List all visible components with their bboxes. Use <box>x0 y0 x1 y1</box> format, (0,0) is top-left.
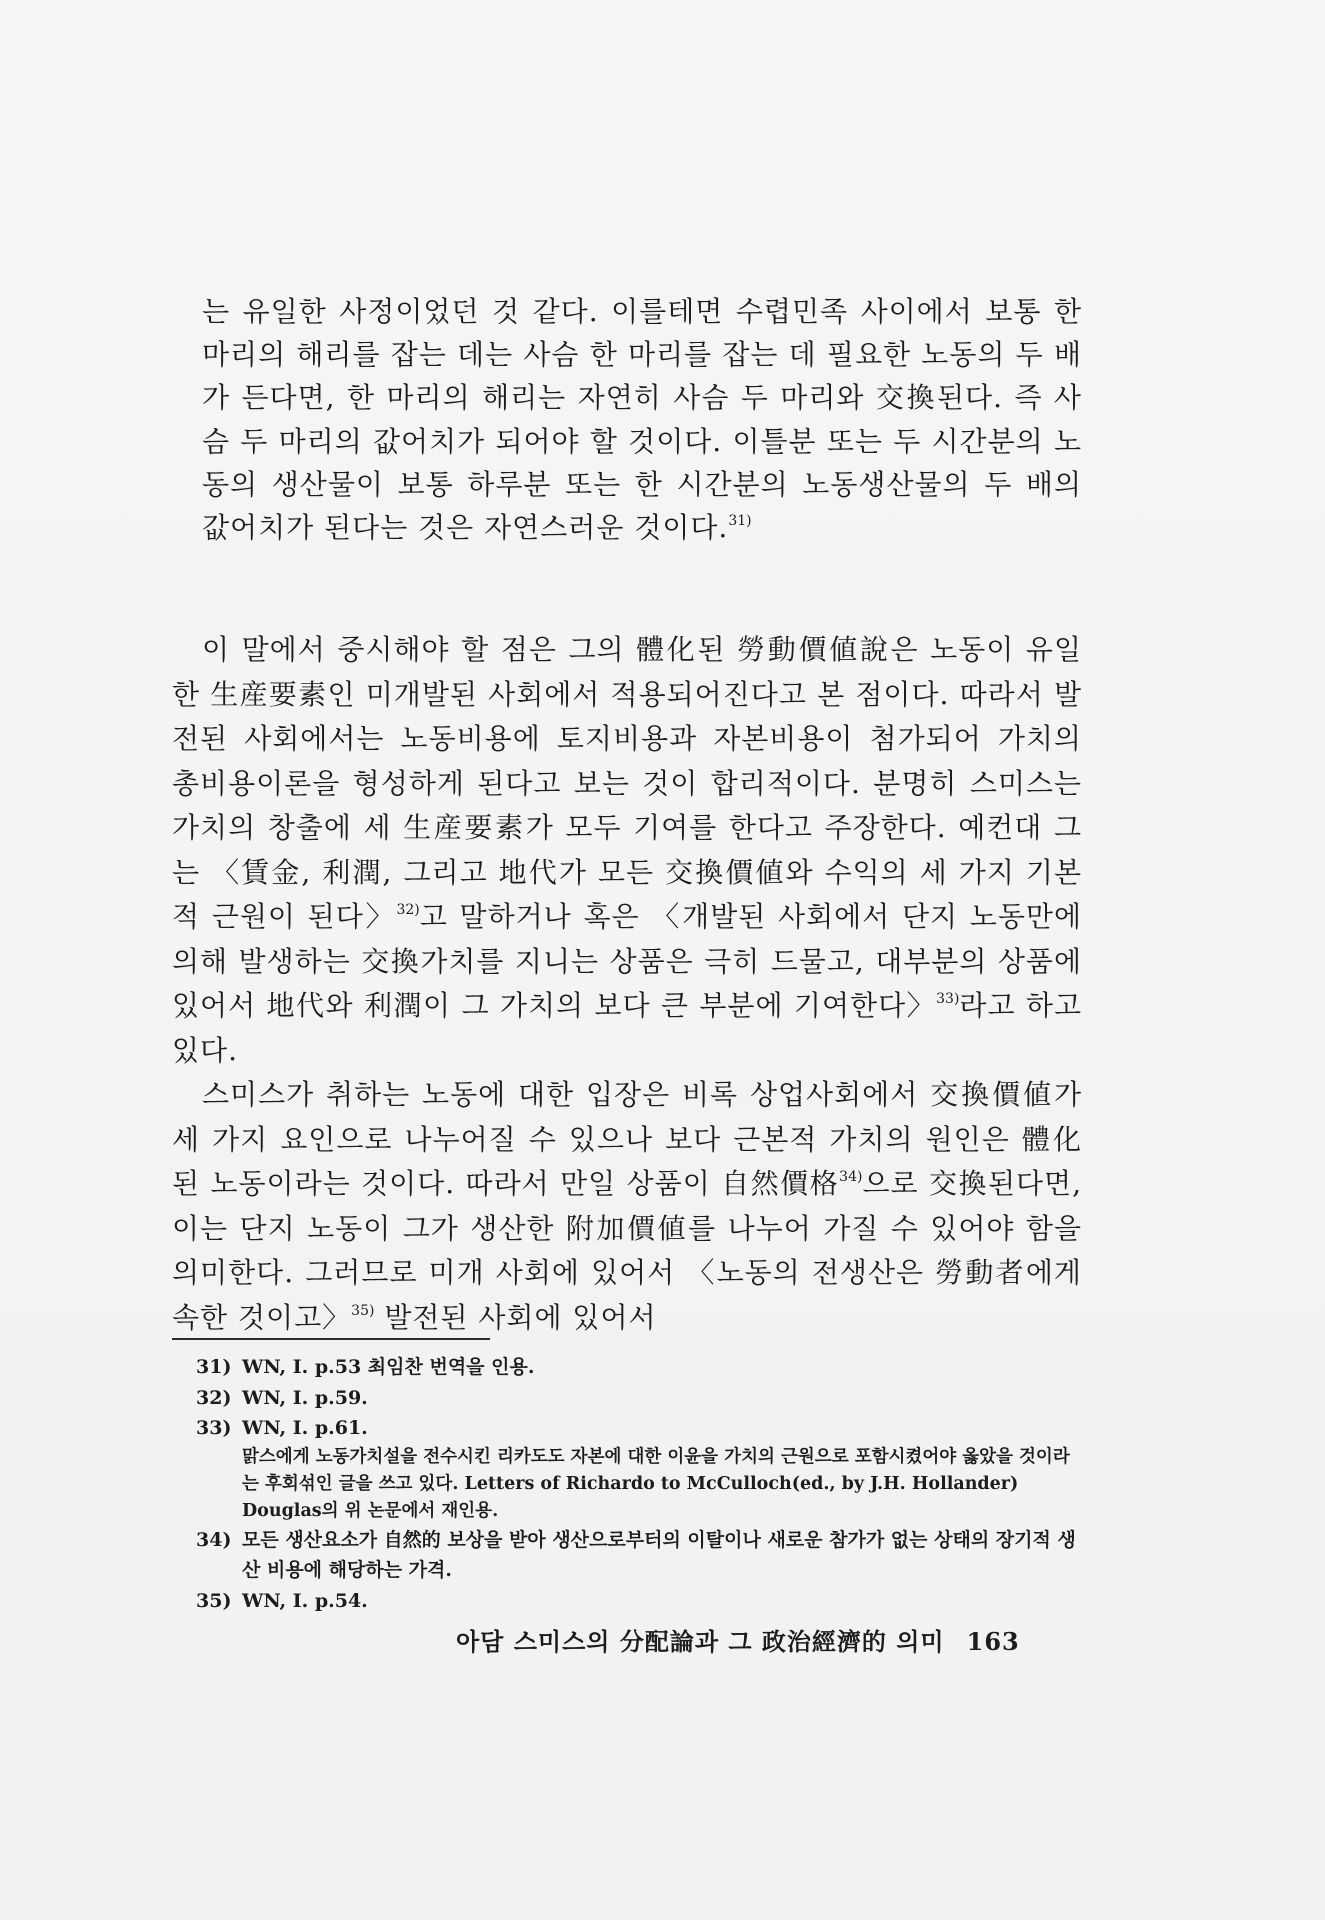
paragraph-2-text: 스미스가 취하는 노동에 대한 입장은 비록 상업사회에서 交換價値가 세 가지 요인으로 나누어질 수 있으나 보다 근본적 가치의 원인은 體化된 노동이라는 것이다. 따라서 만일 상품이 自然價格 <box>172 1078 1082 1200</box>
footnote-34 <box>196 1525 1082 1586</box>
footnote-text: WN, I. p.59. <box>242 1386 368 1409</box>
footnote-35 <box>196 1586 1082 1617</box>
footnote-33 <box>196 1413 1082 1444</box>
paragraph-1-text: 이 말에서 중시해야 할 점은 그의 體化된 勞動價値說은 노동이 유일한 生産要素인 미개발된 사회에서 적용되어진다고 본 점이다. 따라서 발전된 사회에서는 노동비용에 토지비용과 자본비용이 첨가되어 가치의 총비용이론을 형성하게 된다고 보는 것이 합리적이다. 분명히 스미스는 가치의 창출에 세 生産要素가 모두 기여를 한다고 주장한다. 예컨대 그는 〈賃金, 利潤, 그리고 地代가 모든 交換價値와 수익의 세 가지 기본적 근원이 된다〉 <box>172 633 1082 933</box>
footnote-number: 34) <box>196 1528 232 1551</box>
footnote-number: 32) <box>196 1386 232 1409</box>
paragraph-2-mid: 으로 交換된다면, 이는 단지 노동이 그가 생산한 附加價値를 나누어 가질 수 있어야 함을 의미한다. 그러므로 미개 사회에 있어서 〈노동의 전생산은 勞動者에게 속한 것이고〉 <box>172 1167 1083 1334</box>
footnote-ref-35: 35) <box>351 1302 375 1319</box>
paragraph-1 <box>172 628 1082 1073</box>
footnote-number: 35) <box>196 1589 232 1612</box>
paragraph-2-end: 발전된 사회에 있어서 <box>374 1300 657 1334</box>
footnote-text: WN, I. p.53 최임찬 번역을 인용. <box>242 1356 535 1378</box>
paragraph-1-mid: 고 말하거나 혹은 〈개발된 사회에서 단지 노동만에 의해 발생하는 交換가치를 지니는 상품은 극히 드물고, 대부분의 상품에 있어서 地代와 利潤이 그 가치의 보다 큰 부분에 기여한다〉 <box>172 900 1083 1022</box>
footnote-33-extra: 맑스에게 노동가치설을 전수시킨 리카도도 자본에 대한 이윤을 가치의 근원으로 포함시켰어야 옳았을 것이라는 후회섞인 글을 쓰고 있다. Letters of Richardo to McCulloch(ed., by J.H. Hollander) Douglas의 위 논문에서 재인용. <box>242 1446 1070 1521</box>
footnote-ref-31: 31) <box>728 513 752 530</box>
footnote-number: 31) <box>196 1356 232 1378</box>
footnote-divider <box>172 1338 490 1340</box>
footnote-ref-32: 32) <box>396 902 420 918</box>
footnotes <box>196 1352 1082 1616</box>
body-text <box>172 628 1082 1340</box>
footnote-ref-33: 33) <box>936 991 960 1007</box>
page-number: 163 <box>966 1627 1020 1656</box>
footnote-text: WN, I. p.54. <box>242 1589 368 1612</box>
paragraph-1-end: 라고 하고 있다. <box>172 989 1082 1067</box>
footnote-32 <box>196 1383 1082 1414</box>
footnote-ref-34: 34) <box>839 1169 863 1185</box>
running-title: 아담 스미스의 分配論과 그 政治經濟的 의미 <box>456 1627 945 1656</box>
footnote-text: WN, I. p.61. <box>242 1417 368 1439</box>
footnote-text: 모든 생산요소가 自然的 보상을 받아 생산으로부터의 이탈이나 새로운 참가가 없는 상태의 장기적 생산 비용에 해당하는 가격. <box>242 1528 1076 1581</box>
paragraph-2 <box>172 1073 1082 1340</box>
block-quote <box>202 290 1082 549</box>
footnote-31 <box>196 1352 1082 1383</box>
running-footer <box>456 1622 1086 1657</box>
footnote-number: 33) <box>196 1417 232 1439</box>
quote-text: 는 유일한 사정이었던 것 같다. 이를테면 수렵민족 사이에서 보통 한 마리의 해리를 잡는 데는 사슴 한 마리를 잡는 데 필요한 노동의 두 배가 든다면, 한 마리의 해리는 자연히 사슴 두 마리와 交換된다. 즉 사슴 두 마리의 값어치가 되어야 할 것이다. 이틀분 또는 두 시간분의 노동의 생산물이 보통 하루분 또는 한 시간분의 노동생산물의 두 배의 값어치가 된다는 것은 자연스러운 것이다. <box>202 295 1082 545</box>
